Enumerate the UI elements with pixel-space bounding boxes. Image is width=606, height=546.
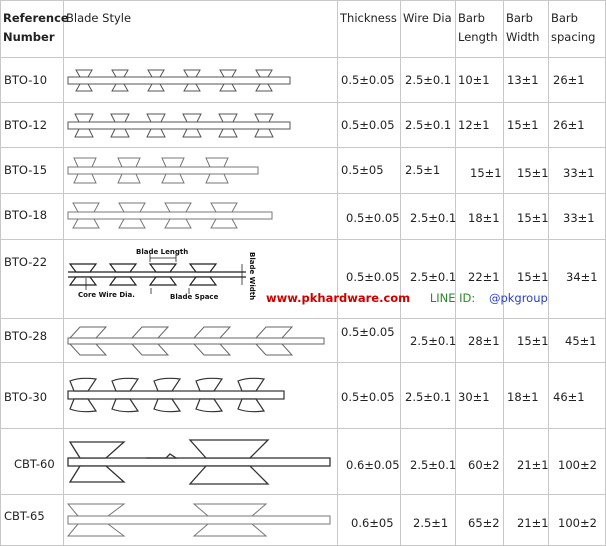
watermark <box>266 291 548 305</box>
table-cell-barb-spacing: 33±1 <box>563 166 595 180</box>
diagram-label-blade-width: Blade Width <box>248 252 256 301</box>
grid-line <box>0 428 606 429</box>
diagram-label-blade-length: Blade Length <box>136 248 189 256</box>
watermark-handle: @pkgroup <box>488 291 548 305</box>
watermark-line-id: LINE ID: <box>429 291 476 305</box>
blade-diagram-bto-10 <box>66 64 294 98</box>
grid-line <box>0 494 606 495</box>
header-barb-width <box>506 9 539 47</box>
table-cell-barb-spacing: 46±1 <box>553 390 585 404</box>
table-row-ref: BTO-22 <box>4 255 48 269</box>
table-row-ref: BTO-30 <box>4 390 48 404</box>
table-row-ref: BTO-18 <box>4 208 48 222</box>
table-cell-barb-width: 21±1 <box>517 458 549 472</box>
table-cell-barb-width: 13±1 <box>507 73 539 87</box>
grid-line <box>0 57 606 58</box>
header-barb-length-line2: Length <box>458 30 498 44</box>
header-thickness: Thickness <box>340 11 397 25</box>
header-barb-length-line1: Barb <box>458 11 485 25</box>
table-row-ref: BTO-15 <box>4 163 48 177</box>
table-cell-thickness: 0.5±0.05 <box>346 211 400 225</box>
table-cell-barb-length: 12±1 <box>458 118 490 132</box>
table-cell-thickness: 0.5±0.05 <box>341 390 395 404</box>
blade-diagram-bto-15 <box>66 154 266 188</box>
table-cell-thickness: 0.5±05 <box>341 163 384 177</box>
table-cell-wire-dia: 2.5±0.1 <box>410 458 457 472</box>
grid-line <box>63 0 64 546</box>
table-cell-barb-width: 15±1 <box>517 211 549 225</box>
table-cell-barb-spacing: 26±1 <box>553 118 585 132</box>
diagram-label-core-wire-dia: Core Wire Dia. <box>78 291 135 299</box>
table-cell-wire-dia: 2.5±1 <box>405 163 441 177</box>
grid-line <box>0 102 606 103</box>
blade-diagram-cbt-65 <box>66 500 332 542</box>
table-cell-thickness: 0.5±0.05 <box>341 118 395 132</box>
header-barb-width-line2: Width <box>506 30 540 44</box>
table-cell-barb-spacing: 100±2 <box>558 516 597 530</box>
table-cell-barb-spacing: 33±1 <box>563 211 595 225</box>
table-cell-thickness: 0.5±0.05 <box>346 270 400 284</box>
header-barb-spacing <box>551 9 595 47</box>
table-cell-wire-dia: 2.5±0.1 <box>410 334 457 348</box>
header-reference-number <box>3 9 69 47</box>
table-cell-barb-spacing: 100±2 <box>558 458 597 472</box>
header-wire-dia: Wire Dia <box>403 11 452 25</box>
table-cell-barb-length: 15±1 <box>470 166 502 180</box>
header-barb-spacing-line1: Barb <box>551 11 578 25</box>
table-cell-barb-length: 28±1 <box>468 334 500 348</box>
table-row-ref: CBT-65 <box>4 509 45 523</box>
table-cell-wire-dia: 2.5±0.1 <box>405 390 452 404</box>
grid-line <box>400 0 401 546</box>
blade-diagram-bto-12 <box>66 109 294 143</box>
table-cell-thickness: 0.5±0.05 <box>341 325 395 339</box>
blade-diagram-bto-28 <box>66 324 326 358</box>
grid-line <box>0 147 606 148</box>
grid-line <box>0 318 606 319</box>
blade-diagram-bto-22 <box>66 246 266 306</box>
blade-diagram-cbt-60 <box>66 434 332 490</box>
table-row-ref: BTO-12 <box>4 118 48 132</box>
diagram-label-blade-space: Blade Space <box>170 293 219 301</box>
table-cell-thickness: 0.6±0.05 <box>346 458 400 472</box>
table-cell-barb-spacing: 34±1 <box>566 270 598 284</box>
table-cell-barb-length: 22±1 <box>468 270 500 284</box>
table-cell-barb-length: 18±1 <box>468 211 500 225</box>
table-cell-barb-width: 15±1 <box>517 166 549 180</box>
watermark-site: www.pkhardware.com <box>266 291 411 305</box>
table-cell-barb-width: 15±1 <box>517 334 549 348</box>
header-reference-line1: Reference <box>3 11 69 25</box>
table-cell-barb-width: 18±1 <box>507 390 539 404</box>
grid-line <box>0 193 606 194</box>
table-row-ref: CBT-60 <box>14 457 55 471</box>
header-barb-spacing-line2: spacing <box>551 30 596 44</box>
table-cell-barb-width: 15±1 <box>507 118 539 132</box>
grid-line <box>0 362 606 363</box>
grid-line <box>337 0 338 546</box>
table-cell-wire-dia: 2.5±0.1 <box>405 73 452 87</box>
grid-line <box>0 239 606 240</box>
header-blade-style: Blade Style <box>66 11 132 25</box>
table-cell-thickness: 0.5±0.05 <box>341 73 395 87</box>
table-cell-barb-width: 21±1 <box>517 516 549 530</box>
header-reference-line2: Number <box>3 30 55 44</box>
table-cell-barb-length: 60±2 <box>468 458 500 472</box>
table-cell-wire-dia: 2.5±0.1 <box>405 118 452 132</box>
table-cell-barb-width: 15±1 <box>517 270 549 284</box>
table-cell-wire-dia: 2.5±1 <box>413 516 449 530</box>
table-row-ref: BTO-10 <box>4 73 48 87</box>
grid-line <box>0 0 1 546</box>
blade-diagram-bto-30 <box>66 373 296 419</box>
table-cell-barb-spacing: 45±1 <box>565 334 597 348</box>
table-cell-barb-length: 65±2 <box>468 516 500 530</box>
grid-line <box>503 0 504 546</box>
table-cell-barb-length: 30±1 <box>458 390 490 404</box>
grid-line <box>0 0 606 1</box>
table-cell-wire-dia: 2.5±0.1 <box>410 211 457 225</box>
header-barb-length <box>458 9 498 47</box>
table-row-ref: BTO-28 <box>4 329 48 343</box>
table-cell-thickness: 0.6±05 <box>351 516 394 530</box>
table-cell-barb-spacing: 26±1 <box>553 73 585 87</box>
table-cell-wire-dia: 2.5±0.1 <box>410 270 457 284</box>
blade-diagram-bto-18 <box>66 199 276 233</box>
table-cell-barb-length: 10±1 <box>458 73 490 87</box>
header-barb-width-line1: Barb <box>506 11 533 25</box>
